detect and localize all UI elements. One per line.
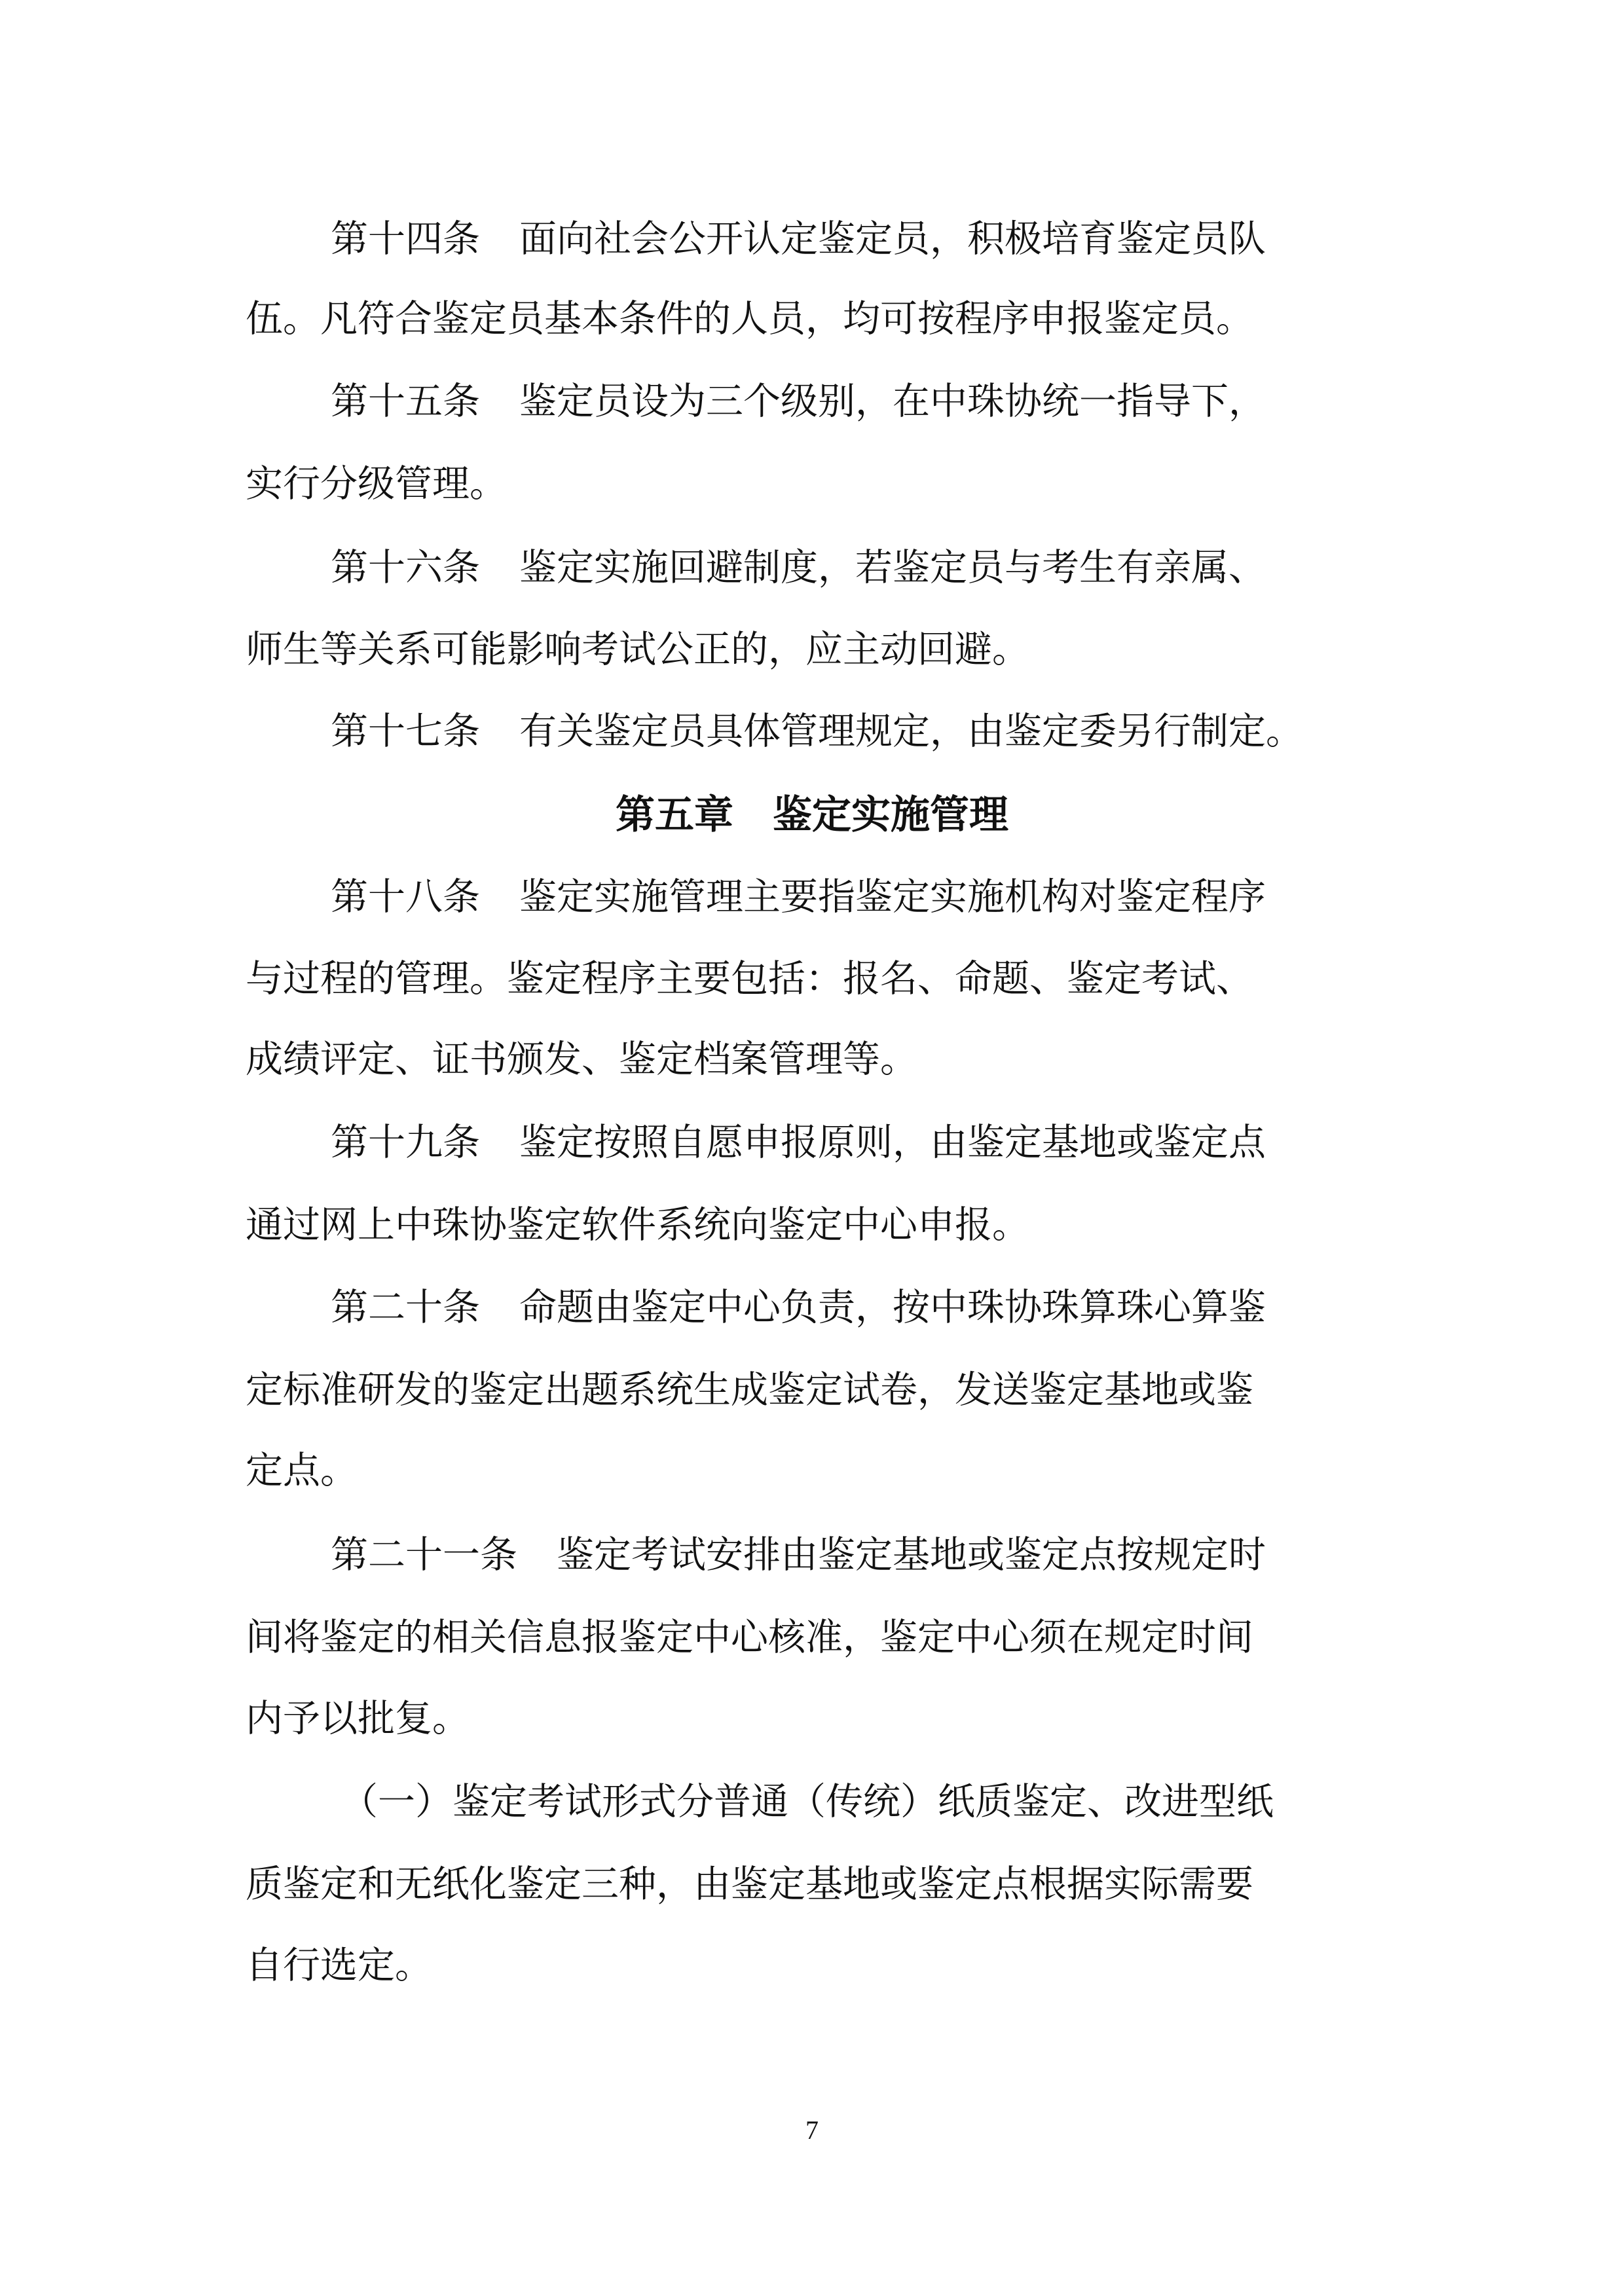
article-20-line-3: 定点。 — [246, 1449, 358, 1492]
subitem-1-line-3: 自行选定。 — [246, 1944, 432, 1987]
chapter-number: 第五章 — [616, 792, 733, 838]
article-20-number: 第二十条 — [331, 1286, 480, 1329]
article-19-number: 第十九条 — [331, 1121, 480, 1164]
article-21-line-2: 间将鉴定的相关信息报鉴定中心核准，鉴定中心须在规定时间 — [246, 1616, 1253, 1659]
article-18-number: 第十八条 — [331, 875, 480, 919]
article-16-text: 鉴定实施回避制度，若鉴定员与考生有亲属、 — [519, 546, 1266, 589]
article-17-line-1 — [331, 705, 1303, 757]
article-18-line-3: 成绩评定、证书颁发、鉴定档案管理等。 — [246, 1038, 917, 1081]
article-16-line-2: 师生等关系可能影响考试公正的，应主动回避。 — [246, 628, 1029, 671]
subitem-1-line-1: （一）鉴定考试形式分普通（传统）纸质鉴定、改进型纸 — [341, 1780, 1274, 1823]
article-17-number: 第十七条 — [331, 710, 480, 753]
article-15-text: 鉴定员设为三个级别，在中珠协统一指导下， — [519, 380, 1266, 423]
article-21-line-1 — [331, 1529, 1266, 1581]
article-15-number: 第十五条 — [331, 380, 480, 423]
article-18-text: 鉴定实施管理主要指鉴定实施机构对鉴定程序 — [519, 875, 1266, 919]
article-14-line-2: 伍。凡符合鉴定员基本条件的人员，均可按程序申报鉴定员。 — [246, 297, 1253, 340]
article-18-line-2: 与过程的管理。鉴定程序主要包括：报名、命题、鉴定考试、 — [246, 957, 1253, 1000]
article-14-number: 第十四条 — [331, 217, 480, 261]
article-21-line-3: 内予以批复。 — [246, 1697, 470, 1740]
page-number: 7 — [805, 2115, 819, 2145]
article-17-text: 有关鉴定员具体管理规定，由鉴定委另行制定。 — [519, 710, 1303, 753]
article-15-line-1 — [331, 375, 1266, 428]
article-19-line-1 — [331, 1116, 1266, 1169]
article-19-line-2: 通过网上中珠协鉴定软件系统向鉴定中心申报。 — [246, 1203, 1029, 1247]
article-21-text: 鉴定考试安排由鉴定基地或鉴定点按规定时 — [557, 1533, 1266, 1576]
article-20-text: 命题由鉴定中心负责，按中珠协珠算珠心算鉴 — [519, 1286, 1266, 1329]
article-21-number: 第二十一条 — [331, 1533, 517, 1576]
article-19-text: 鉴定按照自愿申报原则，由鉴定基地或鉴定点 — [519, 1121, 1266, 1164]
article-18-line-1 — [331, 871, 1266, 923]
chapter-heading — [0, 789, 1624, 841]
article-14-line-1 — [331, 213, 1266, 265]
article-16-line-1 — [331, 541, 1266, 594]
article-14-text: 面向社会公开认定鉴定员，积极培育鉴定员队 — [519, 217, 1266, 261]
article-20-line-2: 定标准研发的鉴定出题系统生成鉴定试卷，发送鉴定基地或鉴 — [246, 1368, 1253, 1412]
subitem-1-line-2: 质鉴定和无纸化鉴定三种，由鉴定基地或鉴定点根据实际需要 — [246, 1863, 1253, 1906]
article-16-number: 第十六条 — [331, 546, 480, 589]
article-20-line-1 — [331, 1281, 1266, 1334]
article-15-line-2: 实行分级管理。 — [246, 462, 507, 505]
chapter-title: 鉴定实施管理 — [773, 792, 1008, 838]
